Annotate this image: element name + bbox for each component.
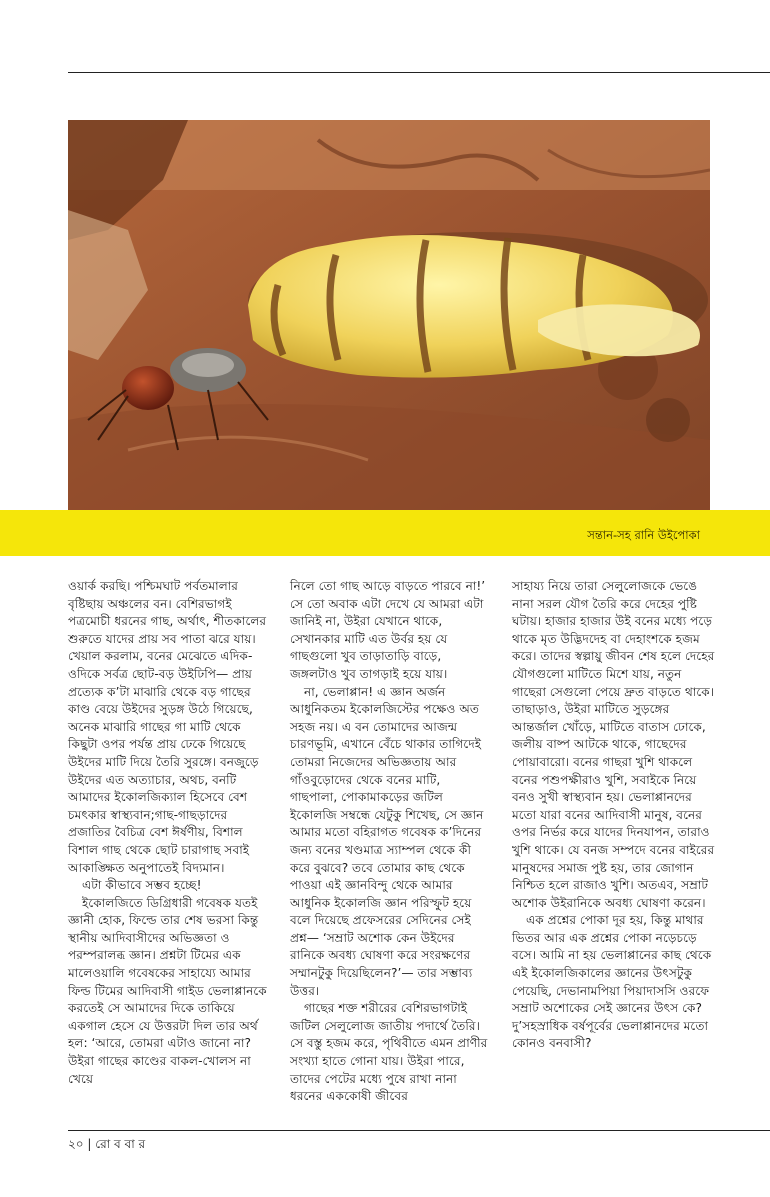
paragraph: সাহায্য নিয়ে তারা সেলুলোজকে ভেঙে নানা সরল যৌগ তৈরি করে দেহের পুষ্টি ঘটায়। হাজার হাজার উই বনের মধ্যে পড়ে থাকে মৃত উদ্ভিদদেহ বা দেহাংশকে হজম করে। তাদের স্বল্পায়ু জীবন শেষ হলে দেহের যৌগগুলো মাটিতে মিশে যায়, নতুন গাছেরা সেগুলো পেয়ে দ্রুত বাড়তে থাকে। তাছাড়াও, উইরা মাটিতে সুড়ঙ্গের আন্তর্জাল খোঁড়ে, মাটিতে বাতাস ঢোকে, জলীয় বাষ্প আটকে থাকে, গাছেদের পোয়াবারো। বনের গাছরা খুশি থাকলে বনের পশুপক্ষীরাও খুশি, সবাইকে নিয়ে বনও সুখী স্বাস্থ্যবান হয়। ভেলাপ্পানদের মতো যারা বনের আদিবাসী মানুষ, বনের ওপর নির্ভর করে যাদের দিনযাপন, তারাও খুশি থাকে। যে বনজ সম্পদে বনের বাইরের মানুষদের সমাজ পুষ্ট হয়, তার জোগান নিশ্চিত হলে রাজাও খুশি। অতএব, সম্রাট অশোক উইরানিকে অবধ্য ঘোষণা করেন।: [512, 579, 715, 910]
text-column-1: [68, 578, 268, 1088]
paragraph: এক প্রশ্নের পোকা দূর হয়, কিন্তু মাথার ভিতর আর এক প্রশ্নের পোকা নড়েচড়ে বসে। আমি না হয় ভেলাপ্পানের কাছ থেকে এই ইকোলজিকালের জ্ঞানের উৎসটুকু পেয়েছি, দেভানামপিয়া পিয়াদাসসি ওরফে সম্রাট অশোকের সেই জ্ঞানের উৎস কে? দু’সহস্রাধিক বর্ষপূর্বের ভেলাপ্পানদের মতো কোনও বনবাসী?: [512, 913, 712, 1051]
text-column-3: [512, 578, 718, 1053]
page-footer: ২০ | রো ব বা র: [68, 1137, 146, 1151]
paragraph: ইকোলজিতে ডিগ্রিধারী গবেষক যতই জ্ঞানী হোক, ফিল্ডে তার শেষ ভরসা কিন্তু স্থানীয় আদিবাসীদের অভিজ্ঞতা ও পরম্পরালব্ধ জ্ঞান। প্রশ্নটা টিমের এক মালেওয়ালি গবেষকের সাহায্যে আমার ফিল্ড টিমের আদিবাসী গাইড ভেলাপ্পানকে করতেই সে আমাদের দিকে তাকিয়ে একগাল হেসে যে উত্তরটা দিল তার অর্থ হল: ‘আরে, তোমরা এটাও জানো না? উইরা গাছের কাণ্ডের বাকল-খোলস না খেয়ে: [68, 895, 267, 1086]
queen-termite-photo: [68, 120, 710, 510]
paragraph: না, ভেলাপ্পান! এ জ্ঞান অর্জন আধুনিকতম ইকোলজিস্টের পক্ষেও অত সহজ নয়। এ বন তোমাদের আজন্ম চারণভূমি, এখানে বেঁচে থাকার তাগিদেই তোমরা নিজেদের অভিজ্ঞতায় আর গাঁওবুড়োদের থেকে বনের মাটি, গাছপালা, পোকামাকড়ের জটিল ইকোলজি সম্বন্ধে যেটুকু শিখেছ, সে জ্ঞান আমার মতো বহিরাগত গবেষক ক’দিনের জন্য বনের খণ্ডমাত্র স্যাম্পল থেকে কী করে বুঝবে? তবে তোমার কাছ থেকে পাওয়া এই জ্ঞানবিন্দু থেকে আমার আধুনিক ইকোলজি জ্ঞান পরিস্ফুট হয়ে বলে দিয়েছে প্রফেসরের সেদিনের সেই প্রশ্ন— ‘সম্রাট অশোক কেন উইদের রানিকে অবধ্য ঘোষণা করে সংরক্ষণের সম্মানটুকু দিয়েছিলেন?’— তার সম্ভাব্য উত্তর।: [290, 684, 484, 998]
paragraph: এটা কীভাবে সম্ভব হচ্ছে!: [82, 878, 202, 893]
text-column-2: [290, 578, 490, 1106]
paragraph: নিলে তো গাছ আড়ে বাড়তে পারবে না!’ সে তো অবাক এটা দেখে যে আমরা এটা জানিই না, উইরা যেখানে থাকে, সেখানকার মাটি এত উর্বর হয় যে গাছগুলো খুব তাড়াতাড়ি বাড়ে, জঙ্গলটাও খুব তাগড়াই হয়ে যায়।: [290, 579, 486, 681]
paragraph: গাছের শক্ত শরীরের বেশিরভাগটাই জটিল সেলুলোজ জাতীয় পদার্থে তৈরি। সে বস্তু হজম করে, পৃথিবীতে এমন প্রাণীর সংখ্যা হাতে গোনা যায়। উইরা পারে, তাদের পেটের মধ্যে পুষে রাখা নানা ধরনের এককোষী জীবের: [290, 1001, 488, 1104]
top-rule: [68, 72, 770, 73]
caption-band: [0, 510, 770, 556]
photo-caption: সন্তান-সহ রানি উইপোকা: [587, 528, 700, 542]
paragraph: ওয়ার্ক করছি। পশ্চিমঘাট পর্বতমালার বৃষ্টিছায় অঞ্চলের বন। বেশিরভাগই পত্রমোচী ধরনের গাছ, অর্থাৎ, শীতকালের শুরুতে যাদের প্রায় সব পাতা ঝরে যায়। খেয়াল করলাম, বনের মেঝেতে এদিক-ওদিকে সর্বত্র ছোট-বড় উইঢিপি— প্রায় প্রত্যেক ক’টা মাঝারি থেকে বড় গাছের কাণ্ড বেয়ে উইদের সুড়ঙ্গ উঠে গিয়েছে, অনেক মাঝারি গাছের গা মাটি থেকে কিছুটা ওপর পর্যন্ত প্রায় ঢেকে গিয়েছে উইদের মাটি দিয়ে তৈরি সুরঙ্গে। বনজুড়ে উইদের এত অত্যাচার, অথচ, বনটি আমাদের ইকোলজিক্যাল হিসেবে বেশ চমৎকার স্বাস্থ্যবান;গাছ-গাছড়াদের প্রজাতির বৈচিত্র বেশ ঈর্ষণীয়, বিশাল বিশাল গাছ থেকে ছোট চারাগাছ সবাই আকাঙ্ক্ষিত অনুপাতেই বিদ্যমান।: [68, 579, 267, 875]
bottom-rule: [68, 1130, 770, 1131]
